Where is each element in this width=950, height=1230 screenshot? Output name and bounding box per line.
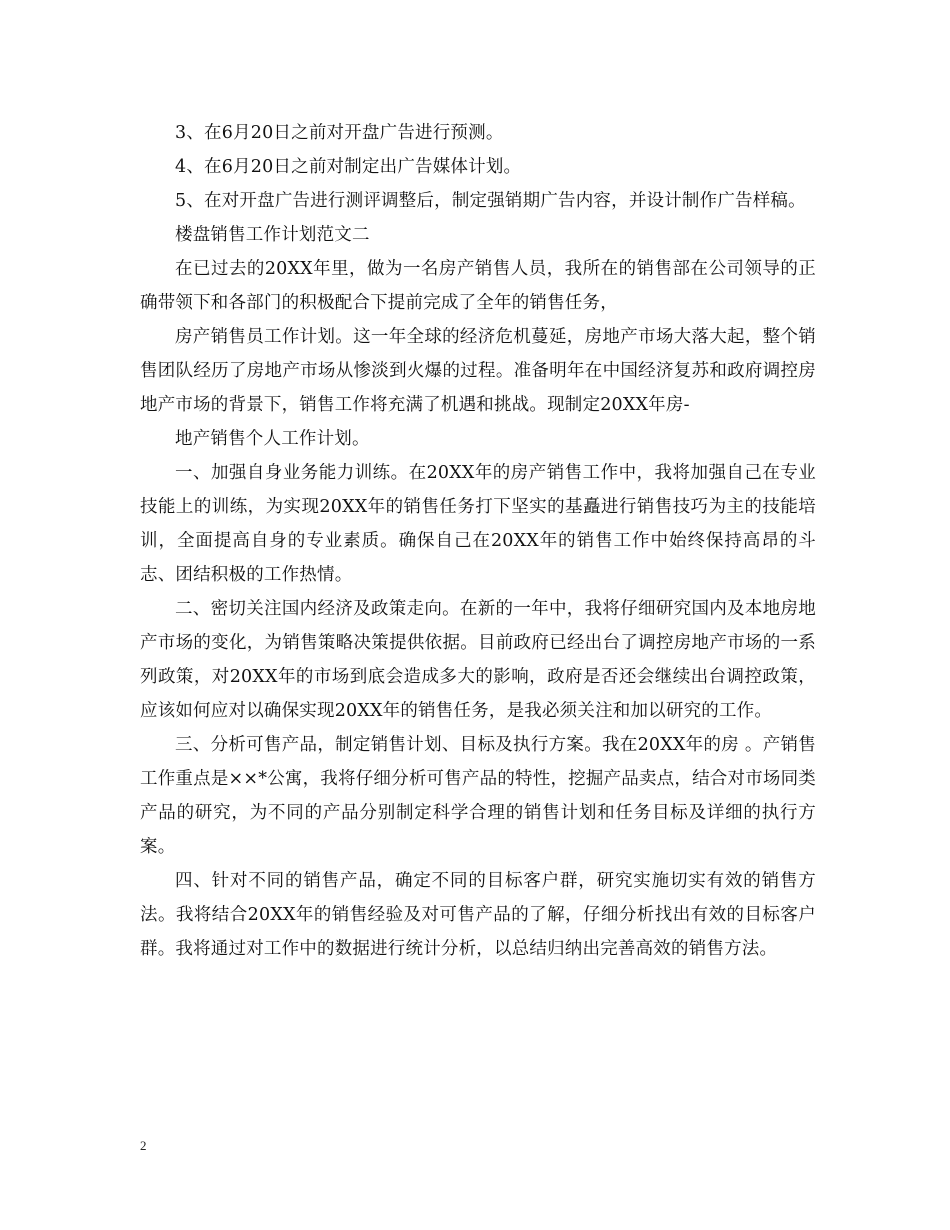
page-number: 2: [140, 1138, 147, 1153]
paragraph-point-4: 四、针对不同的销售产品，确定不同的目标客户群，研究实施切实有效的销售方法。我将结合20XX年的销售经验及对可售产品的了解，仔细分析找出有效的目标客户群。我将通过对工作中的数据进行统计分析，以总结归纳出完善高效的销售方法。: [140, 871, 816, 959]
paragraph-point-3: 三、分析可售产品，制定销售计划、目标及执行方案。我在20XX年的房 。产销售工作重点是××*公寓，我将仔细分析可售产品的特性，挖掘产品卖点，结合对市场同类产品的研究，为不同的产品分别制定科学合理的销售计划和任务目标及详细的执行方案。: [140, 735, 816, 857]
paragraph-intro: 在已过去的20XX年里，做为一名房产销售人员，我所在的销售部在公司领导的正确带领下和各部门的积极配合下提前完成了全年的销售任务，: [140, 259, 816, 313]
paragraph-item-3: 3、在6月20日之前对开盘广告进行预测。: [175, 123, 504, 143]
paragraph-plan-title: 地产销售个人工作计划。: [175, 429, 370, 449]
section-heading: 楼盘销售工作计划范文二: [175, 225, 370, 245]
paragraph-item-5: 5、在对开盘广告进行测评调整后，制定强销期广告内容，并设计制作广告样稿。: [175, 191, 806, 211]
paragraph-context: 房产销售员工作计划。这一年全球的经济危机蔓延，房地产市场大落大起，整个销售团队经历了房地产市场从惨淡到火爆的过程。准备明年在中国经济复苏和政府调控房地产市场的背景下，销售工作将充满了机遇和挑战。现制定20XX年房-: [140, 327, 816, 415]
document-body: [140, 116, 816, 966]
paragraph-item-4: 4、在6月20日之前对制定出广告媒体计划。: [175, 157, 522, 177]
paragraph-point-1: 一、加强自身业务能力训练。在20XX年的房产销售工作中，我将加强自己在专业技能上的训练，为实现20XX年的销售任务打下坚实的基矗进行销售技巧为主的技能培训，全面提高自身的专业素质。确保自己在20XX年的销售工作中始终保持高昂的斗志、团结积极的工作热情。: [140, 463, 816, 585]
paragraph-point-2: 二、密切关注国内经济及政策走向。在新的一年中，我将仔细研究国内及本地房地产市场的变化，为销售策略决策提供依据。目前政府已经出台了调控房地产市场的一系列政策，对20XX年的市场到底会造成多大的影响，政府是否还会继续出台调控政策，应该如何应对以确保实现20XX年的销售任务，是我必须关注和加以研究的工作。: [140, 599, 816, 721]
